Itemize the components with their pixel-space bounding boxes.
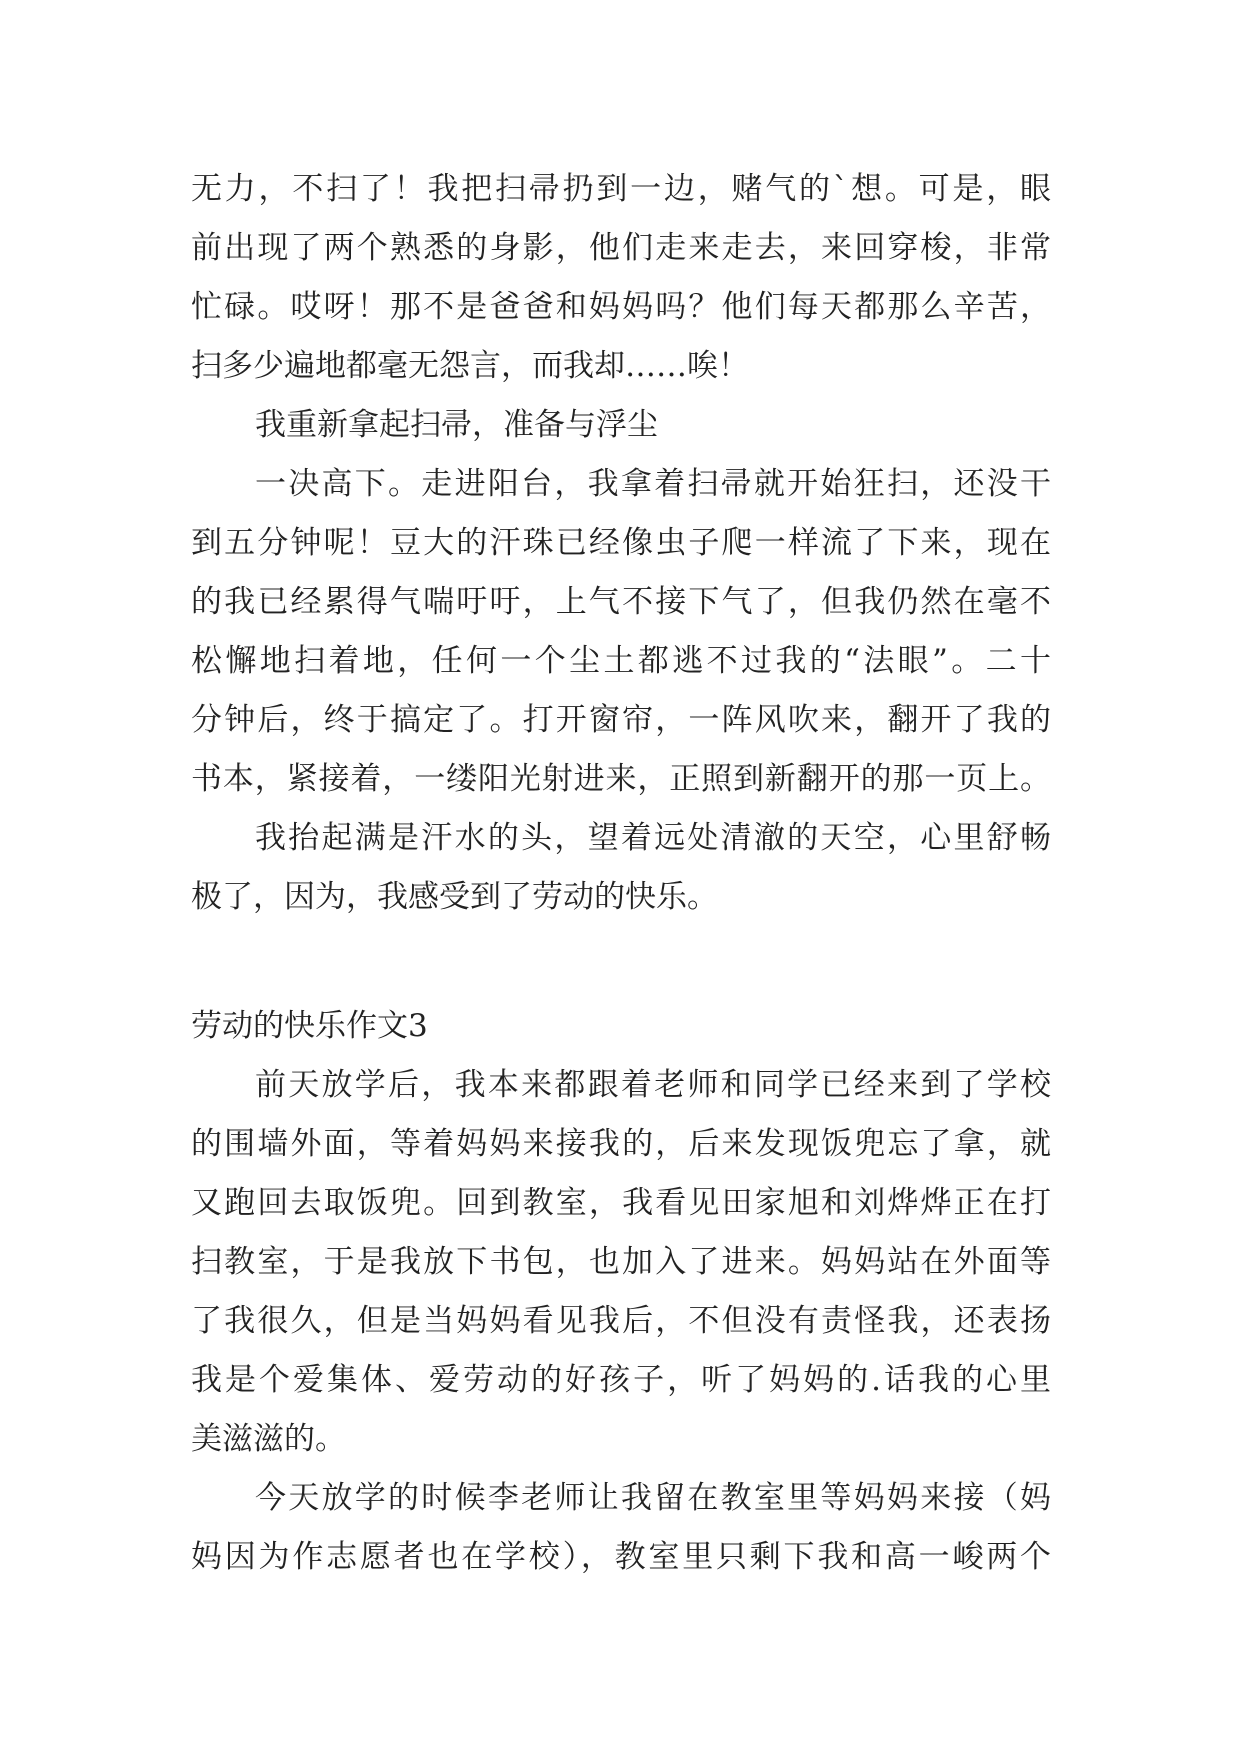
text-line: 到五分钟呢！豆大的汗珠已经像虫子爬一样流了下来，现在 [191,525,1051,561]
text-line: 我抬起满是汗水的头，望着远处清澈的天空，心里舒畅 [255,820,1051,856]
text-line: 的我已经累得气喘吁吁，上气不接下气了，但我仍然在毫不 [191,584,1051,620]
text-line: 我重新拿起扫帚，准备与浮尘 [255,407,658,443]
text-line: 分钟后，终于搞定了。打开窗帘，一阵风吹来，翻开了我的 [191,702,1051,738]
section-gap [191,927,1051,997]
text-line: 松懈地扫着地，任何一个尘土都逃不过我的“法眼”。二十 [191,643,1051,679]
text-line: 又跑回去取饭兜。回到教室，我看见田家旭和刘烨烨正在打 [191,1185,1051,1221]
text-line: 了我很久，但是当妈妈看见我后，不但没有责怪我，还表扬 [191,1303,1051,1339]
section-heading: 劳动的快乐作文3 [191,1008,428,1044]
text-line: 前天放学后，我本来都跟着老师和同学已经来到了学校 [255,1067,1051,1103]
text-line: 我是个爱集体、爱劳动的好孩子，听了妈妈的.话我的心里 [191,1362,1051,1398]
document-body [191,160,1051,1587]
text-line: 美滋滋的。 [191,1421,346,1457]
text-line: 极了，因为，我感受到了劳动的快乐。 [191,879,718,915]
text-line: 书本，紧接着，一缕阳光射进来，正照到新翻开的那一页上。 [191,761,1051,797]
text-line: 扫多少遍地都毫无怨言，而我却……唉！ [191,348,749,384]
text-line: 忙碌。哎呀！那不是爸爸和妈妈吗？他们每天都那么辛苦， [191,289,1051,325]
text-line: 一决高下。走进阳台，我拿着扫帚就开始狂扫，还没干 [255,466,1051,502]
text-line: 无力，不扫了！我把扫帚扔到一边，赌气的`想。可是，眼 [191,171,1051,207]
text-line: 妈因为作志愿者也在学校），教室里只剩下我和高一峻两个 [191,1539,1051,1575]
text-line: 今天放学的时候李老师让我留在教室里等妈妈来接（妈 [255,1480,1051,1516]
text-line: 前出现了两个熟悉的身影，他们走来走去，来回穿梭，非常 [191,230,1051,266]
text-line: 的围墙外面，等着妈妈来接我的，后来发现饭兜忘了拿，就 [191,1126,1051,1162]
text-line: 扫教室，于是我放下书包，也加入了进来。妈妈站在外面等 [191,1244,1051,1280]
